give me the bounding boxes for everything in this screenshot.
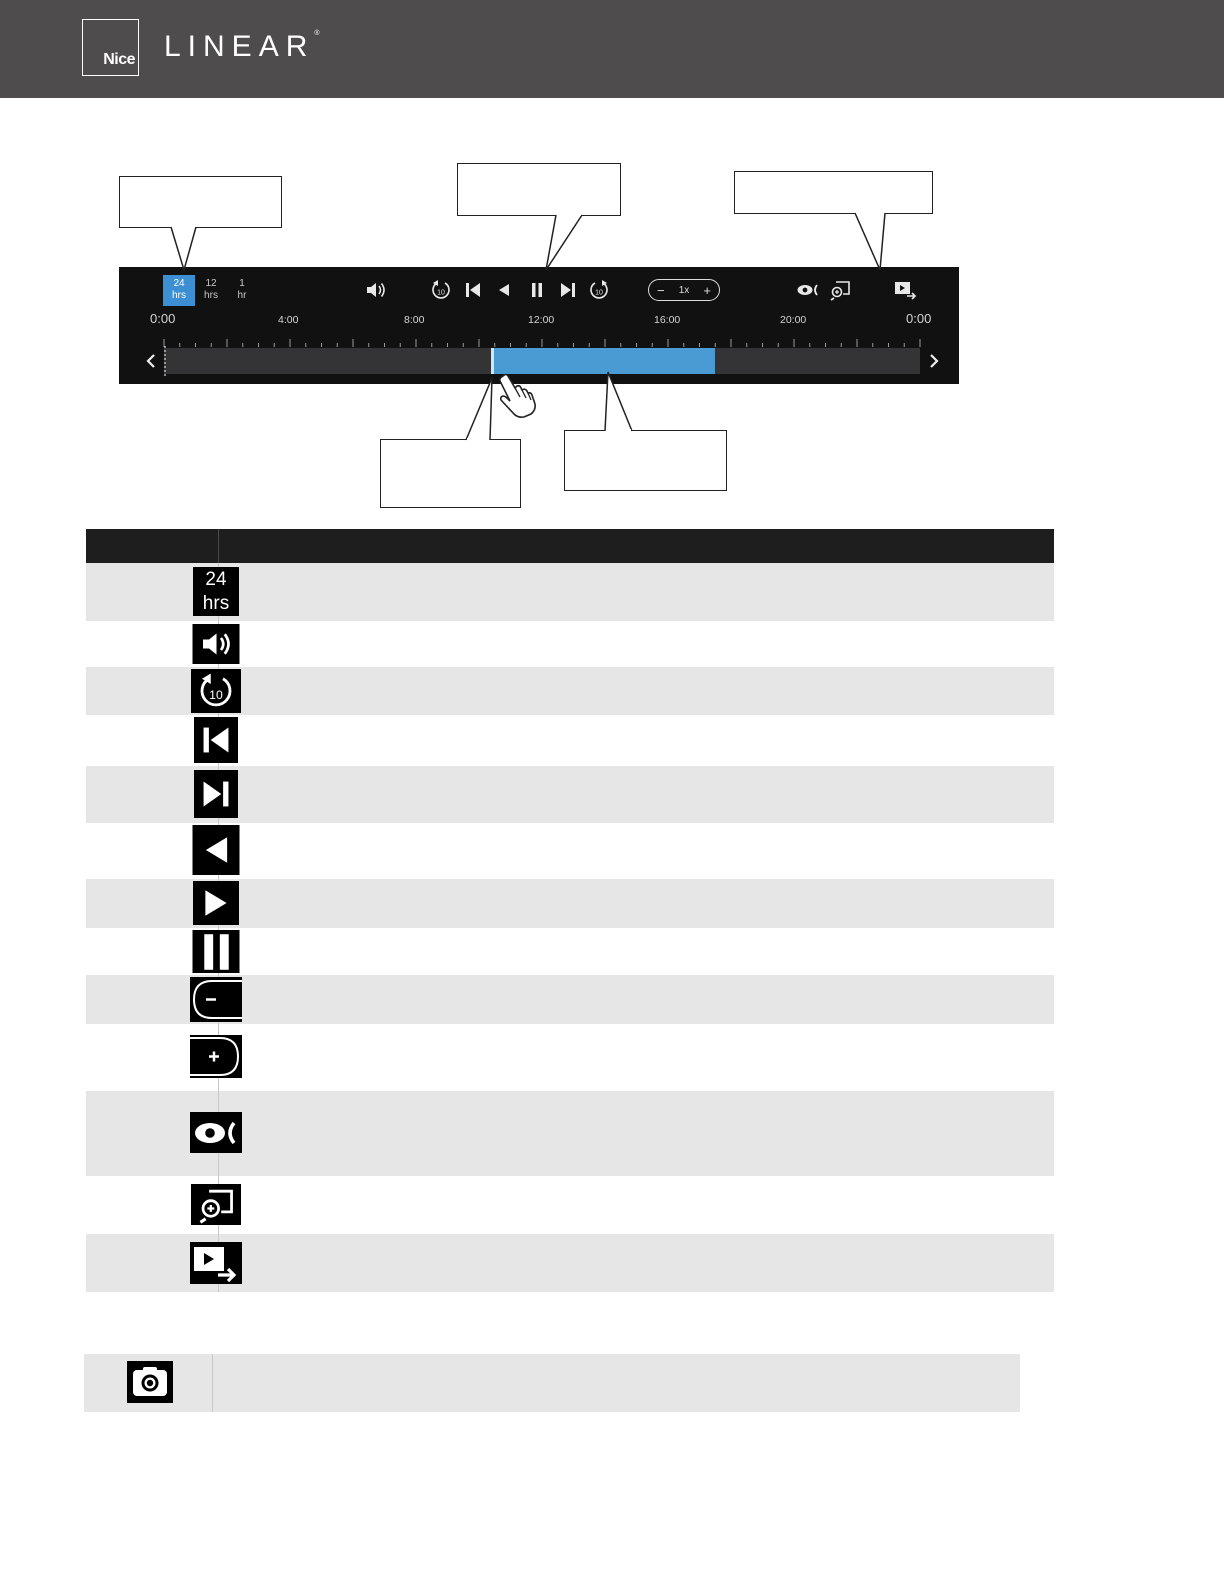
- volume-icon: [193, 624, 240, 664]
- table-row: [86, 766, 1054, 823]
- tick-label: 20:00: [780, 314, 807, 326]
- hand-cursor-icon: [493, 370, 543, 420]
- row-divider: [212, 1354, 213, 1412]
- range-24hrs-icon: [193, 567, 239, 616]
- table-row: [86, 1024, 1054, 1091]
- table-row: [86, 823, 1054, 879]
- range-12-unit: hrs: [204, 290, 218, 301]
- range-24-value: 24: [173, 278, 185, 289]
- page-header: [0, 0, 1224, 98]
- table-row: [86, 621, 1054, 667]
- table-row: [86, 1234, 1054, 1292]
- range-24-unit: hrs: [172, 290, 186, 301]
- tick-label: 8:00: [404, 314, 425, 326]
- svg-text:10: 10: [437, 289, 445, 297]
- range-24-unit: hrs: [202, 592, 230, 614]
- chevron-right-icon[interactable]: [927, 353, 941, 369]
- snapshot-table-row: [84, 1354, 1020, 1412]
- callout-playhead: [380, 439, 521, 508]
- table-row: [86, 563, 1054, 621]
- skip-next-icon: [194, 770, 238, 818]
- speed-decrease-button[interactable]: −: [657, 282, 665, 298]
- table-row: [86, 1091, 1054, 1176]
- rewind-10-label: 10: [209, 687, 223, 702]
- eye-icon: [190, 1112, 242, 1153]
- table-row: [86, 975, 1054, 1024]
- chevron-left-icon[interactable]: [144, 353, 158, 369]
- playback-bar: [119, 267, 959, 384]
- linear-logo-text: LINEAR: [164, 30, 315, 63]
- pause-icon: [193, 930, 240, 973]
- range-24-value: 24: [205, 568, 227, 590]
- timeline-start-marker: [163, 346, 167, 376]
- table-row: [86, 1176, 1054, 1234]
- speed-increase-button[interactable]: +: [703, 282, 711, 298]
- camera-snapshot-icon: [127, 1361, 173, 1403]
- skip-previous-icon: [194, 717, 238, 763]
- table-row: [86, 879, 1054, 928]
- registered-mark: ®: [314, 30, 320, 37]
- speed-increase-icon: [190, 1035, 242, 1078]
- tick-label: 4:00: [278, 314, 299, 326]
- tick-label: 16:00: [654, 314, 681, 326]
- export-clip-icon: [190, 1242, 242, 1284]
- table-row: [86, 715, 1054, 766]
- callout-recording: [564, 430, 727, 491]
- range-1-value: 1: [239, 278, 245, 289]
- tick-label: 12:00: [528, 314, 555, 326]
- range-12-value: 12: [205, 278, 217, 289]
- callout-range: [119, 176, 282, 228]
- header-divider: [218, 529, 219, 563]
- timeline-end: 0:00: [906, 311, 932, 326]
- speed-decrease-icon: [190, 977, 242, 1022]
- callout-export: [734, 171, 933, 214]
- table-row: [86, 928, 1054, 975]
- svg-text:10: 10: [595, 289, 603, 297]
- zoom-screen-icon: [191, 1184, 241, 1225]
- linear-logo: [164, 30, 320, 64]
- nice-logo: [82, 19, 139, 76]
- timeline-start: 0:00: [150, 311, 176, 326]
- legend-table-header: [86, 529, 1054, 563]
- nice-logo-text: Nice: [103, 51, 135, 68]
- table-row: [86, 667, 1054, 715]
- range-1-unit: hr: [237, 290, 247, 301]
- speed-value: 1x: [678, 284, 690, 296]
- callout-controls: [457, 163, 621, 216]
- play-icon: [193, 881, 239, 925]
- reverse-play-icon: [193, 825, 240, 875]
- rewind-10-icon: [191, 669, 241, 713]
